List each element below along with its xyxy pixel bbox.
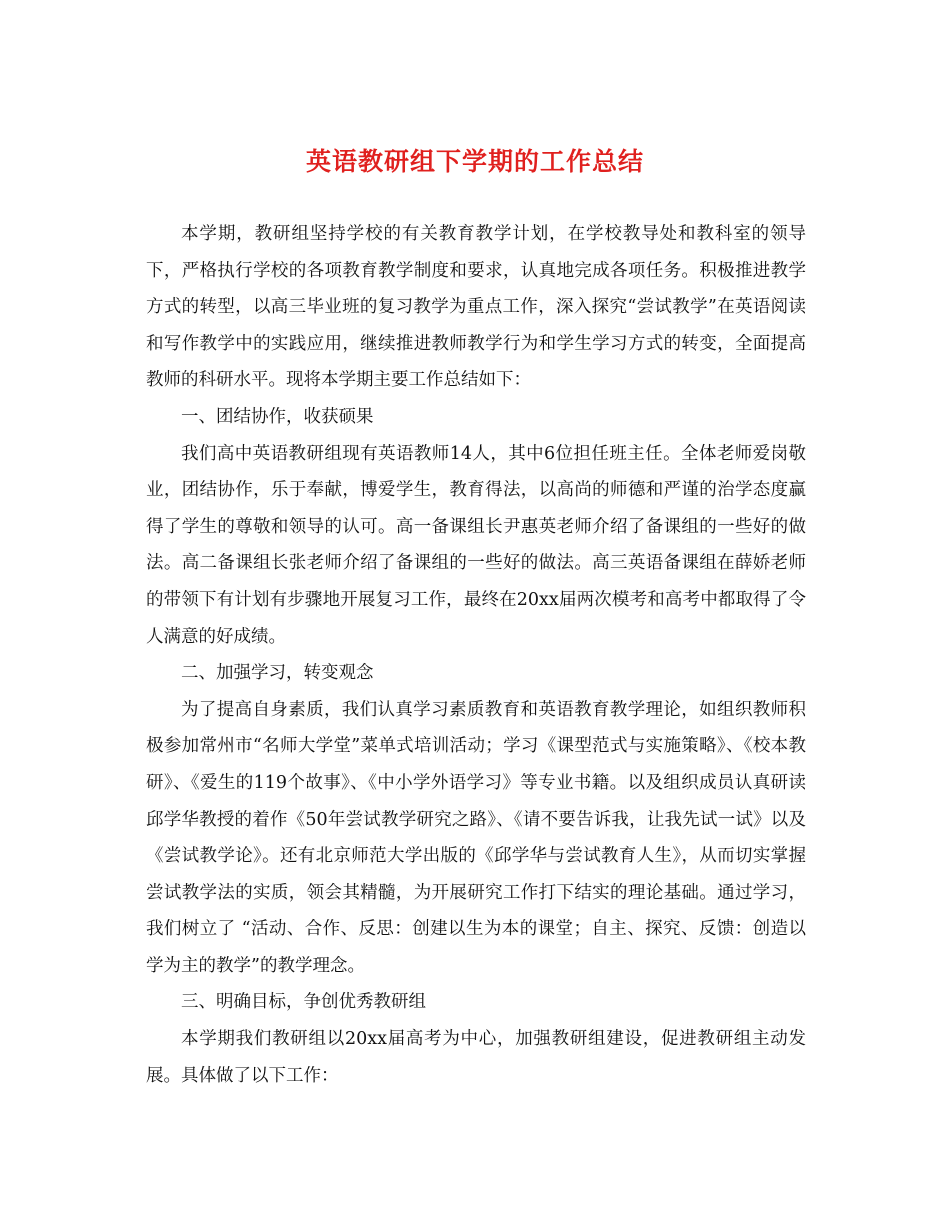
section-heading-1: 一、团结协作，收获硕果 xyxy=(181,406,374,427)
document-body xyxy=(146,216,806,1094)
document-title: 英语教研组下学期的工作总结 xyxy=(305,147,644,176)
section-1-paragraph: 我们高中英语教研组现有英语教师14人，其中6位担任班主任。全体老师爱岗敬业，团结协作，乐于奉献，博爱学生，教育得法，以高尚的师德和严谨的治学态度赢得了学生的尊敬和领导的认可。高一备课组长尹惠英老师介绍了备课组的一些好的做法。高二备课组长张老师介绍了备课组的一些好的做法。高三英语备课组在薛娇老师的带领下有计划有步骤地开展复习工作，最终在20xx届两次模考和高考中都取得了令人满意的好成绩。 xyxy=(146,443,806,647)
section-2-paragraph: 为了提高自身素质，我们认真学习素质教育和英语教育教学理论，如组织教师积极参加常州市“名师大学堂”菜单式培训活动；学习《课型范式与实施策略》、《校本教研》、《爱生的119个故事》、《中小学外语学习》等专业书籍。以及组织成员认真研读邱学华教授的着作《50年尝试教学研究之路》、《请不要告诉我，让我先试一试》以及《尝试教学论》。还有北京师范大学出版的《邱学华与尝试教育人生》，从而切实掌握尝试教学法的实质，领会其精髓，为开展研究工作打下结实的理论基础。通过学习，我们树立了 “活动、合作、反思：创建以生为本的课堂；自主、探究、反馈：创造以学为主的教学”的教学理念。 xyxy=(146,699,806,976)
section-heading-2: 二、加强学习，转变观念 xyxy=(181,663,374,684)
intro-paragraph: 本学期，教研组坚持学校的有关教育教学计划，在学校教导处和教科室的领导下，严格执行学校的各项教育教学制度和要求，认真地完成各项任务。积极推进教学方式的转型，以高三毕业班的复习教学为重点工作，深入探究“尝试教学”在英语阅读和写作教学中的实践应用，继续推进教师教学行为和学生学习方式的转变，全面提高教师的科研水平。现将本学期主要工作总结如下： xyxy=(146,224,806,391)
section-heading-3: 三、明确目标，争创优秀教研组 xyxy=(181,992,426,1013)
section-3-paragraph: 本学期我们教研组以20xx届高考为中心，加强教研组建设，促进教研组主动发展。具体做了以下工作： xyxy=(146,1029,806,1086)
